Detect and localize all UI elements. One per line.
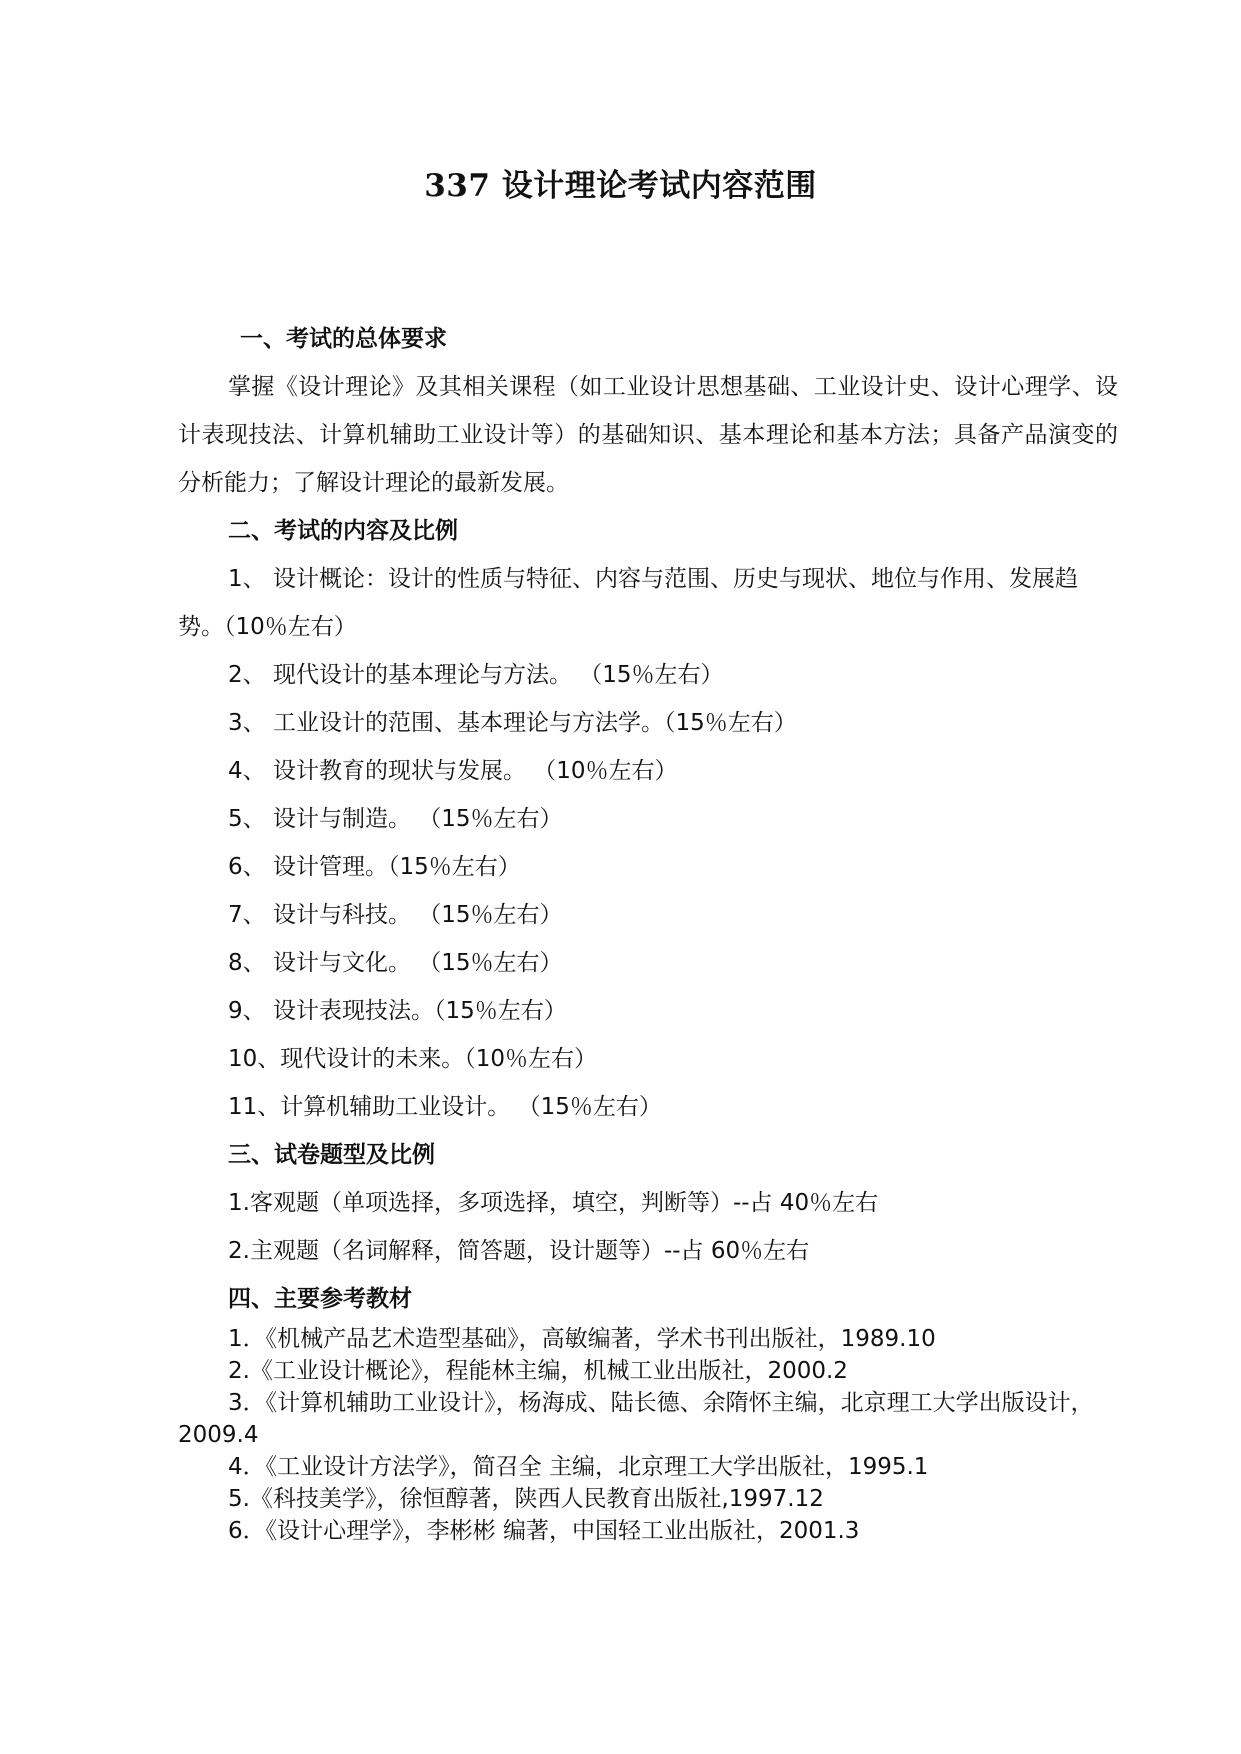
list-item: 3、 工业设计的范围、基本理论与方法学。（15％左右）: [228, 710, 797, 736]
list-item: 2、 现代设计的基本理论与方法。 （15％左右）: [228, 662, 724, 688]
list-item: 9、 设计表现技法。（15％左右）: [228, 998, 567, 1024]
reference-item: 5.《科技美学》，徐恒醇著，陕西人民教育出版社,1997.12: [228, 1486, 824, 1512]
list-item: 6、 设计管理。（15％左右）: [228, 854, 521, 880]
section-heading-content-proportion: 二、考试的内容及比例: [228, 518, 458, 544]
list-item: 11、计算机辅助工业设计。 （15％左右）: [228, 1094, 662, 1120]
list-item: 7、 设计与科技。 （15％左右）: [228, 902, 563, 928]
reference-item: 2.《工业设计概论》，程能林主编，机械工业出版社，2000.2: [228, 1358, 848, 1384]
section-heading-general-requirements: 一、考试的总体要求: [240, 326, 447, 352]
reference-list: [178, 1323, 1118, 1547]
list-item: 10、现代设计的未来。（10％左右）: [228, 1046, 598, 1072]
section-heading-question-types: 三、试卷题型及比例: [228, 1142, 435, 1168]
list-item: 4、 设计教育的现状与发展。 （10％左右）: [228, 758, 678, 784]
document-title: 337 设计理论考试内容范围: [424, 168, 817, 204]
section-paragraph-general-requirements: 掌握《设计理论》及其相关课程（如工业设计思想基础、工业设计史、设计心理学、设计表现技法、计算机辅助工业设计等）的基础知识、基本理论和基本方法；具备产品演变的分析能力；了解设计理论的最新发展。: [178, 374, 1118, 496]
section-heading-references: 四、主要参考教材: [228, 1286, 412, 1312]
list-item: 5、 设计与制造。 （15％左右）: [228, 806, 563, 832]
list-item: 1、 设计概论：设计的性质与特征、内容与范围、历史与现状、地位与作用、发展趋势。（10％左右）: [178, 566, 1078, 640]
reference-item: 6．《设计心理学》，李彬彬 编著，中国轻工业出版社，2001.3: [228, 1518, 860, 1544]
list-item: 1.客观题（单项选择，多项选择，填空，判断等）--占 40％左右: [228, 1190, 879, 1216]
reference-item: 1．《机械产品艺术造型基础》，高敏编著，学术书刊出版社，1989.10: [228, 1326, 936, 1352]
list-item: 2.主观题（名词解释，简答题，设计题等）--占 60％左右: [228, 1238, 810, 1264]
reference-item: 4．《工业设计方法学》，简召全 主编，北京理工大学出版社，1995.1: [228, 1454, 929, 1480]
list-item: 8、 设计与文化。 （15％左右）: [228, 950, 563, 976]
reference-item: 3．《计算机辅助工业设计》，杨海成、陆长德、余隋怀主编，北京理工大学出版设计，2009.4: [178, 1390, 1094, 1448]
document-body: [178, 315, 1118, 1547]
